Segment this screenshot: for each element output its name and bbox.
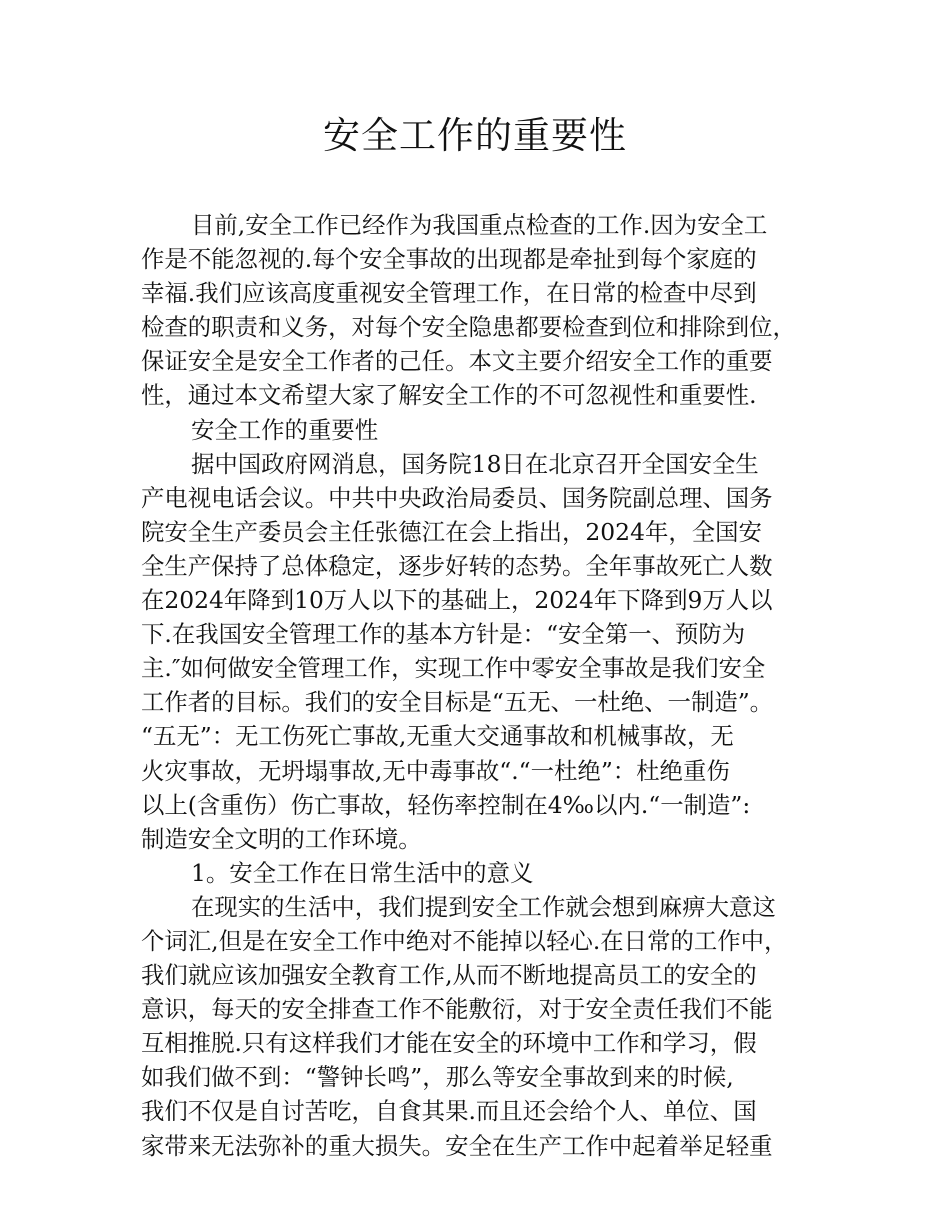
paragraph-line: 据中国政府网消息，国务院18日在北京召开全国安全生 [191,449,759,478]
paragraph-line: 意识，每天的安全排查工作不能敷衍，对于安全责任我们不能 [141,995,773,1024]
paragraph-line: 制造安全文明的工作环境。 [141,824,422,853]
paragraph-line: 个词汇,但是在安全工作中绝对不能掉以轻心.在日常的工作中， [141,926,788,955]
paragraph-line: 检查的职责和义务，对每个安全隐患都要检查到位和排除到位， [141,313,796,342]
paragraph-line: 我们就应该加强安全教育工作,从而不断地提高员工的安全的 [141,961,757,990]
paragraph-line: 下.在我国安全管理工作的基本方针是：“安全第一、预防为 [141,620,746,649]
paragraph-line: 我们不仅是自讨苦吃，自食其果.而且还会给个人、单位、国 [141,1097,757,1126]
paragraph-line: 互相推脱.只有这样我们才能在安全的环境中工作和学习，假 [141,1029,757,1058]
paragraph-line: 全生产保持了总体稳定，逐步好转的态势。全年事故死亡人数 [141,551,773,580]
paragraph-line: 性，通过本文希望大家了解安全工作的不可忽视性和重要性. [141,381,757,410]
document-title: 安全工作的重要性 [323,114,627,157]
paragraph-line: 目前,安全工作已经作为我国重点检查的工作.因为安全工 [191,211,768,239]
paragraph-line: 工作者的目标。我们的安全目标是“五无、一杜绝、一制造”。 [141,688,774,717]
paragraph-line: 以上(含重伤）伤亡事故，轻伤率控制在4‰以内.“一制造”: [141,790,751,819]
paragraph-line: 保证安全是安全工作者的己任。本文主要介绍安全工作的重要 [141,347,773,376]
paragraph-line: 作是不能忽视的.每个安全事故的出现都是牵扯到每个家庭的 [141,245,757,274]
paragraph-line: “五无”：无工伤死亡事故,无重大交通事故和机械事故，无 [141,722,734,751]
paragraph-line: 主.″如何做安全管理工作，实现工作中零安全事故是我们安全 [141,654,766,683]
paragraph-line: 家带来无法弥补的重大损失。安全在生产工作中起着举足轻重 [141,1131,773,1160]
paragraph-line: 产电视电话会议。中共中央政治局委员、国务院副总理、国务 [141,483,773,512]
section-heading: 1。安全工作在日常生活中的意义 [191,858,534,887]
section-heading: 安全工作的重要性 [191,415,379,444]
paragraph-line: 幸福.我们应该高度重视安全管理工作，在日常的检查中尽到 [141,279,757,308]
paragraph-line: 在2024年降到10万人以下的基础上，2024年下降到9万人以 [141,586,773,615]
paragraph-line: 如我们做不到：“警钟长鸣”，那么等安全事故到来的时候, [141,1063,734,1092]
paragraph-line: 在现实的生活中，我们提到安全工作就会想到麻痹大意这 [191,892,776,921]
paragraph-line: 院安全生产委员会主任张德江在会上指出，2024年，全国安 [141,517,762,546]
document-body [141,208,831,1163]
paragraph-line: 火灾事故，无坍塌事故,无中毒事故“.“一杜绝”：杜绝重伤 [141,756,730,785]
